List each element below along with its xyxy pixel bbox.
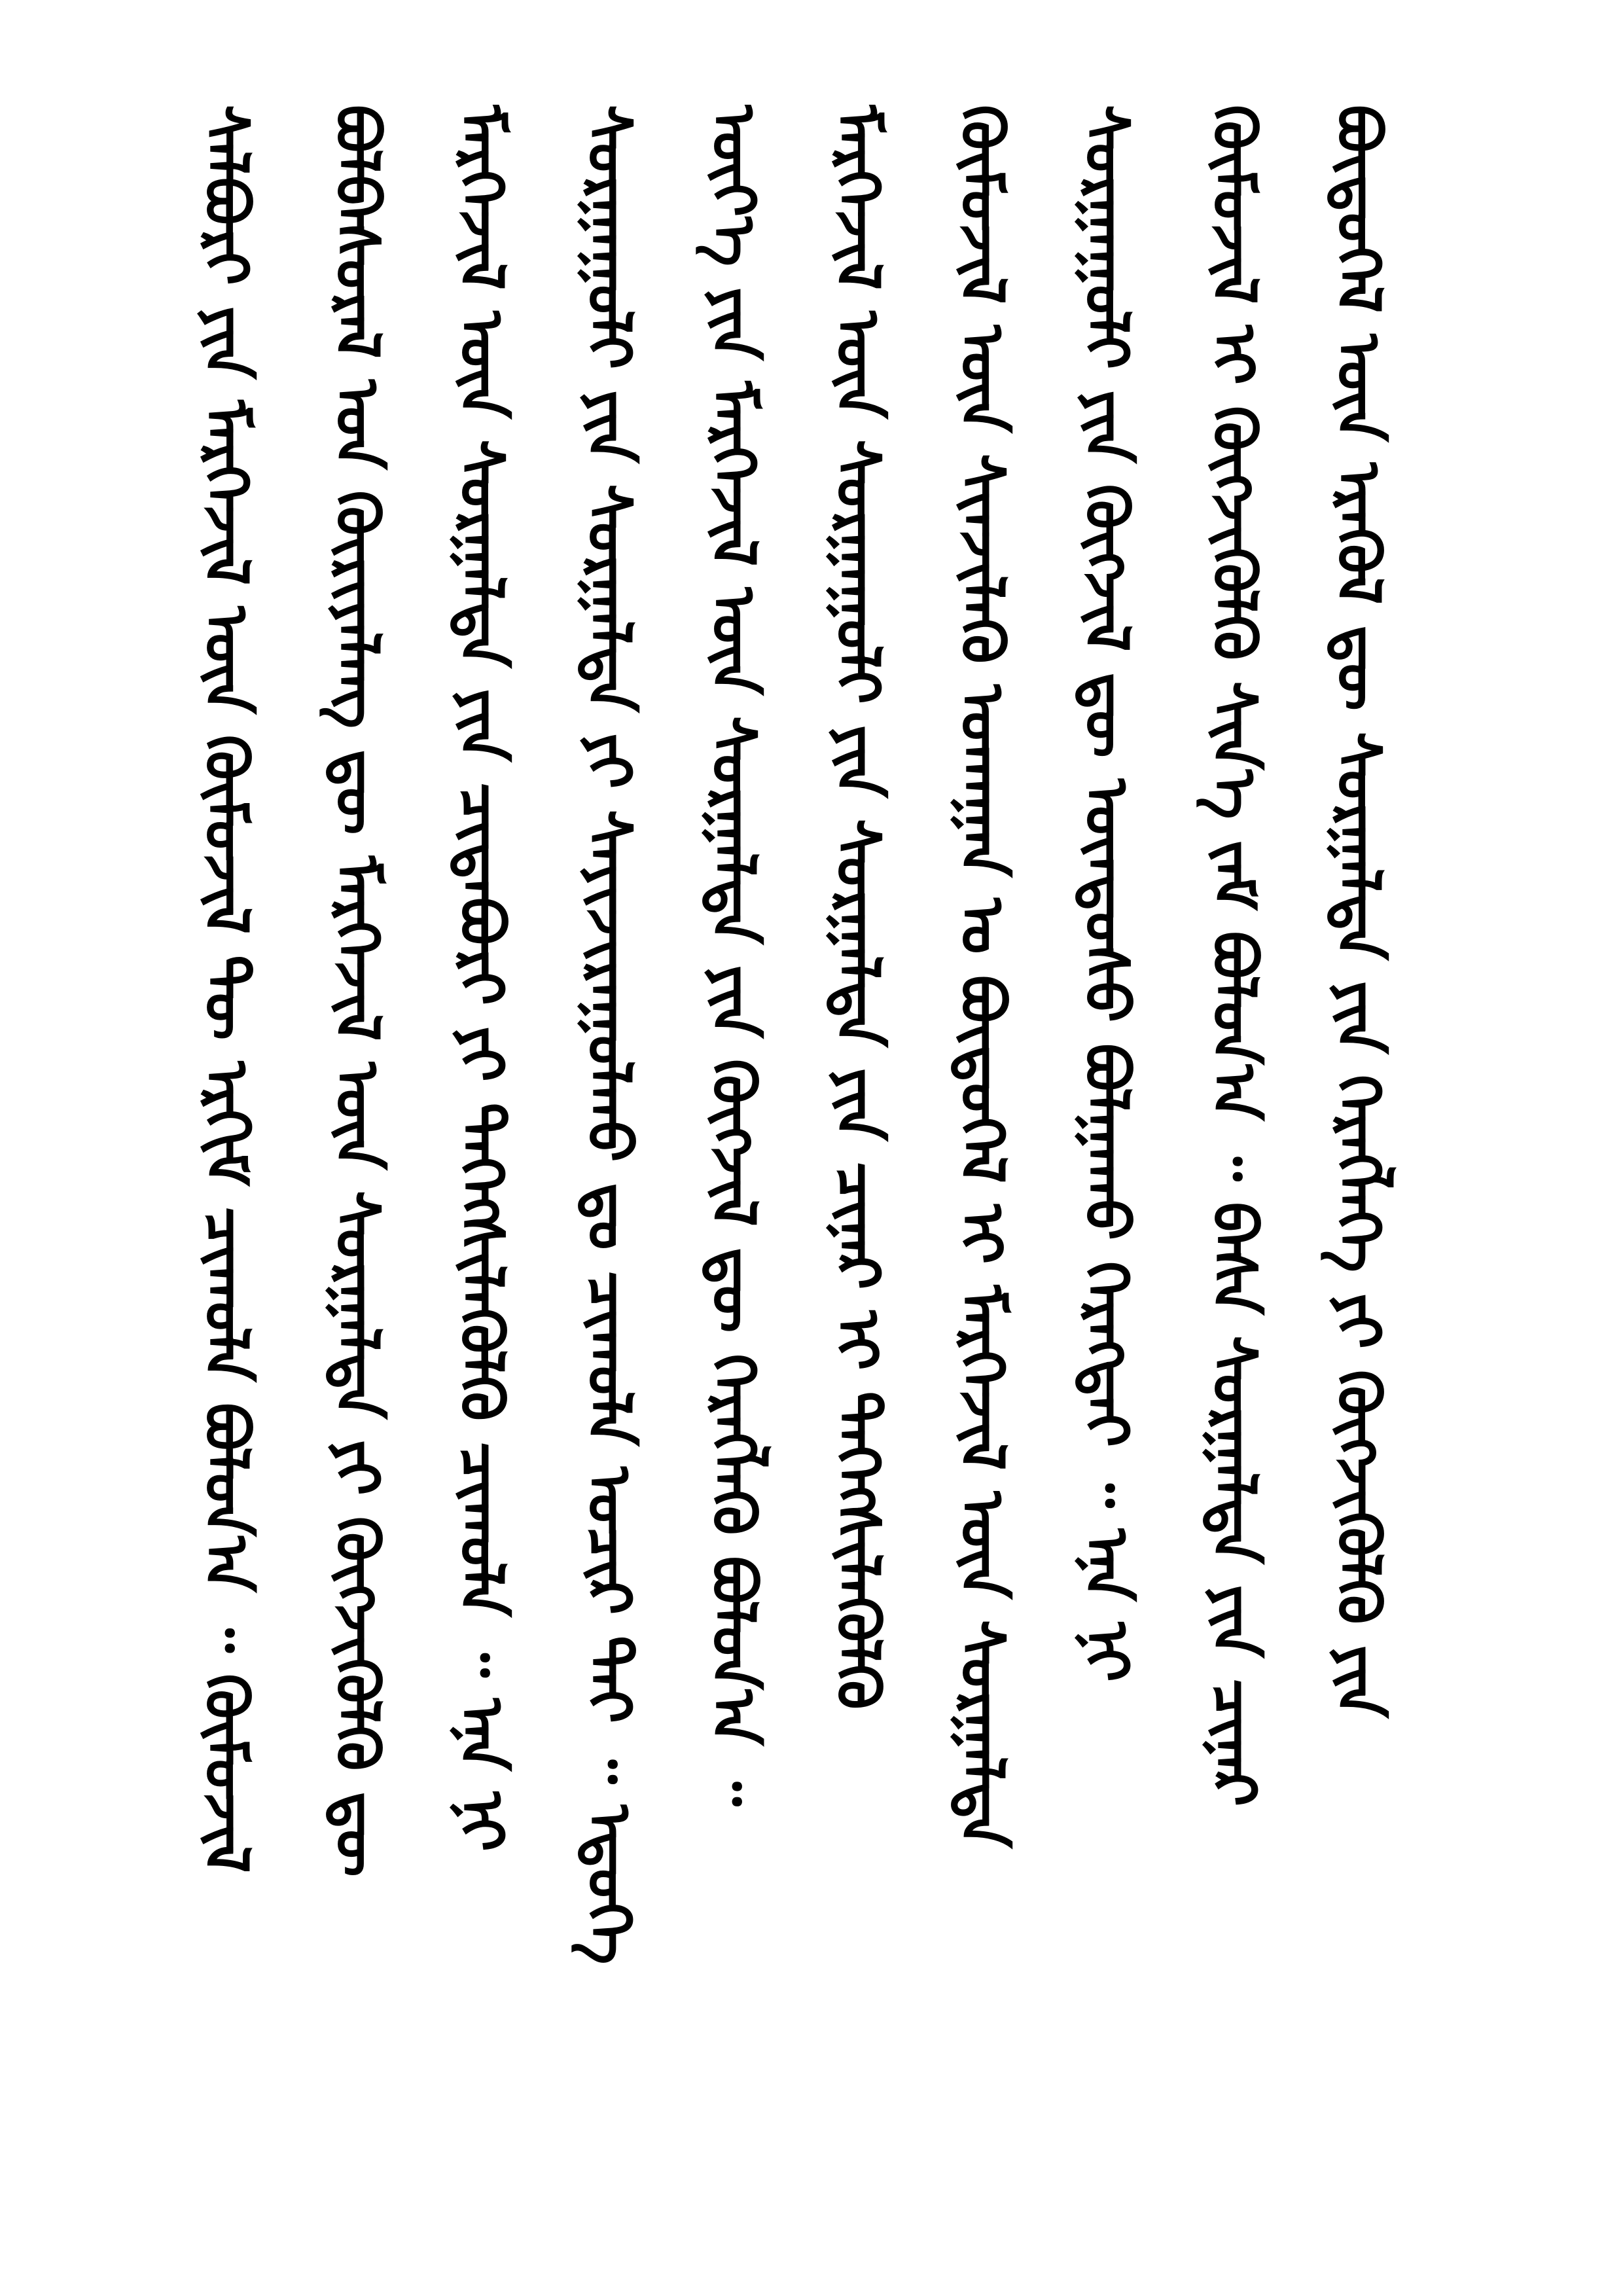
text-column-6: ᠮᠡᠷᠭᠡᠵᠢᠯ ᠦᠨ ᠰᠤᠷᠭᠠᠭᠤᠯᠢ ᠶᠢᠨ ᠰᠤᠷᠭᠠᠯᠲᠠ ᠶᠢᠨ ᠴᠢᠨᠠᠷ ᠢ ᠳᠡᠭᠡᠭᠰᠢᠯᠡᠭᠦᠯᠬᠦ — [823, 105, 893, 1710]
text-column-5: ᠦᠶ᠎ᠡ ᠶᠢᠨ ᠮᠡᠷᠭᠡᠵᠢᠯ ᠦᠨ ᠰᠤᠷᠭᠠᠯᠲᠠ ᠶᠢᠨ ᠬᠥᠭᠵᠢᠯ ᠳᠦ ᠬᠡᠷᠡᠭᠯᠡᠬᠦ ᠪᠣᠯᠤᠨ᠎ᠠ ᠃ — [698, 105, 768, 1806]
text-column-3: ᠮᠡᠷᠭᠡᠵᠢᠯ ᠦᠨ ᠰᠤᠷᠭᠠᠯᠲᠠ ᠶᠢᠨ ᠴᠢᠳᠠᠪᠤᠷᠢ ᠶᠢ ᠳᠡᠭᠡᠭᠰᠢᠯᠡᠭᠦᠯᠬᠦ ᠴᠢᠬᠤᠯᠠ ᠃ ᠡᠨᠡ ᠨᠢ — [446, 105, 516, 1852]
text-column-9: ᠬᠦᠮᠦᠵᠢᠯ ᠢ ᠬᠥᠭᠵᠢᠭᠦᠯᠬᠦ ᠰᠢᠨ᠎ᠡ ᠵᠠᠮ ᠪᠣᠯᠤᠨ᠎ᠠ ᠃ ᠪᠠᠰᠠ ᠰᠤᠷᠭᠠᠯᠲᠠ ᠶᠢᠨ ᠴᠢᠨᠠᠷ — [1199, 105, 1269, 1806]
text-column-2: ᠪᠣᠯᠪᠠᠰᠤᠷᠠᠯ ᠤᠨ ᠬᠦᠷᠢᠶᠡᠯᠡᠩ ᠳᠦ ᠮᠡᠷᠭᠡᠵᠢᠯ ᠦᠨ ᠰᠤᠷᠭᠠᠯᠲᠠ ᠶᠢ ᠬᠥᠭᠵᠢᠭᠦᠯᠬᠦ ᠳᠦ — [322, 105, 392, 1877]
text-column-8: ᠰᠤᠷᠭᠠᠭᠤᠯᠢ ᠶᠢᠨ ᠬᠥᠭᠵᠢᠯ ᠳᠦ ᠦᠨᠳᠦᠰᠦ ᠪᠣᠯᠭᠠᠬᠤ ᠬᠡᠷᠡᠭᠲᠡᠢ ᠃ ᠡᠨᠡ ᠨᠢ — [1071, 105, 1141, 1682]
text-column-7: ᠬᠦᠮᠦᠵᠢᠯ ᠦᠨ ᠰᠢᠨᠵᠢᠯᠡᠬᠦ ᠤᠬᠠᠭᠠᠨ ᠤ ᠪᠦᠲᠦᠭᠡᠯ ᠢ ᠮᠡᠷᠭᠡᠵᠢᠯ ᠦᠨ ᠰᠤᠷᠭᠠᠯᠲᠠ — [947, 105, 1017, 1848]
text-column-4: ᠰᠤᠷᠭᠠᠭᠤᠯᠢ ᠶᠢᠨ ᠰᠤᠷᠭᠠᠯᠲᠠ ᠶᠢ ᠰᠠᠶᠢᠵᠢᠷᠠᠭᠤᠯᠬᠤ ᠳᠤ ᠴᠢᠬᠤᠯᠠ ᠤᠴᠢᠷ ᠲᠠᠢ ᠃ ᠡᠳᠦᠭᠡ — [574, 105, 644, 1965]
text-column-10: ᠪᠦᠲᠦᠭᠡᠯ ᠦᠨ ᠡᠷᠡᠭᠦᠯ ᠳᠦ ᠰᠤᠷᠭᠠᠯᠲᠠ ᠶᠢᠨ ᠬᠡᠷᠡᠭᠯᠡᠭᠡ ᠶᠢ ᠬᠥᠭᠵᠢᠭᠦᠯᠬᠦ ᠶᠢᠨ — [1323, 105, 1393, 1718]
text-column-1: ᠰᠠᠯᠪᠤᠷᠢ ᠶᠢᠨ ᠮᠡᠷᠭᠡᠵᠢᠯ ᠦᠨ ᠬᠦᠮᠦᠵᠢᠯ ᠲᠦ ᠡᠷᠬᠢᠮ ᠴᠢᠬᠤᠯᠠ ᠪᠣᠯᠣᠨ᠎ᠠ ᠃ ᠬᠦᠮᠦᠵᠢᠯ — [191, 105, 261, 1873]
